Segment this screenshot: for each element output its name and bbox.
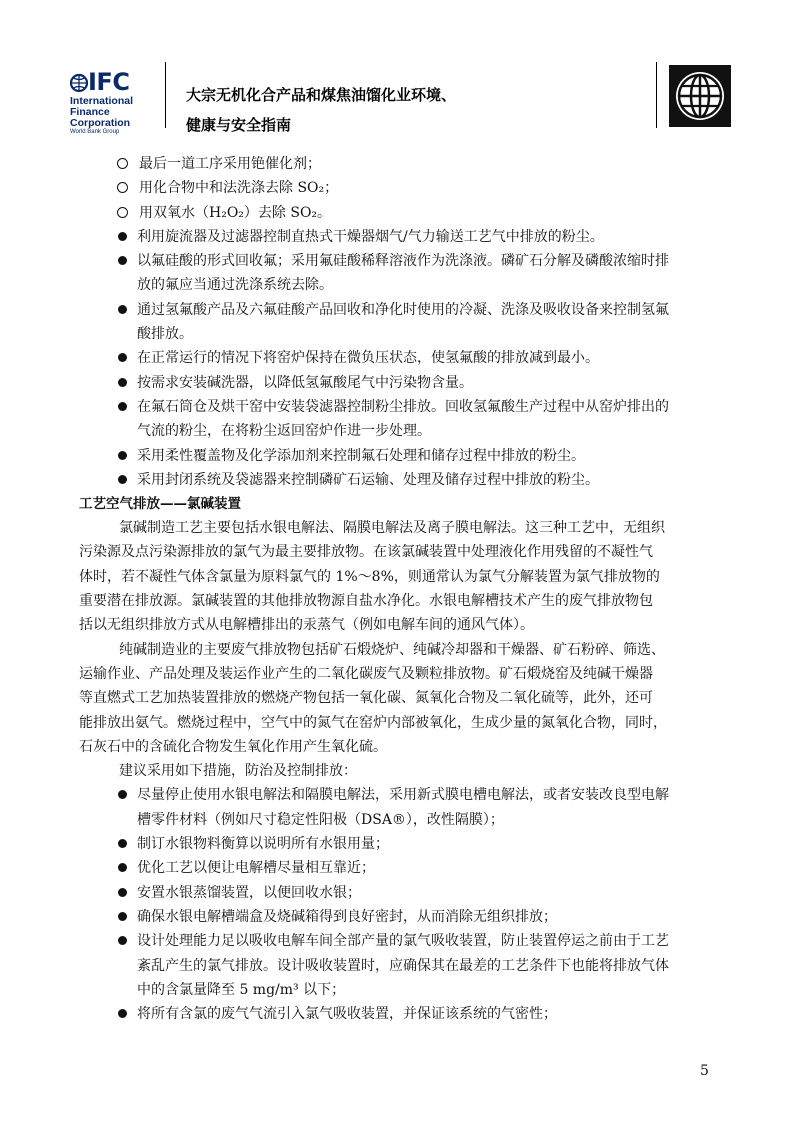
paragraph-line: 重要潜在排放源。氯碱装置的其他排放物源自盐水净化。水银电解槽技术产生的废气排放物包 — [79, 593, 653, 610]
page-number: 5 — [700, 1063, 709, 1079]
list-item — [79, 225, 719, 249]
bullet-icon — [118, 936, 127, 945]
bullet-icon — [118, 451, 127, 460]
bullet-icon — [118, 232, 127, 241]
paragraph-line: 等直燃式工艺加热装置排放的燃烧产物包括一氧化碳、氮氧化合物及二氧化硫等，此外，还可 — [79, 690, 653, 707]
list-item-text: 在正常运行的情况下将窑炉保持在微负压状态，使氢氟酸的排放减到最小。 — [137, 350, 599, 367]
bullet-icon — [118, 863, 127, 872]
list-item — [79, 298, 719, 347]
list-item-text: 槽零件材料（例如尺寸稳定性阳极（DSA®），改性隔膜）； — [137, 811, 504, 828]
paragraph — [79, 638, 719, 759]
hollow-bullet-icon — [117, 207, 128, 218]
logo-line: Finance — [70, 106, 110, 118]
list-item-text: 通过氢氟酸产品及六氟硅酸产品回收和净化时使用的冷凝、洗涤及吸收设备来控制氢氟 — [137, 301, 669, 318]
bullet-icon — [118, 305, 127, 314]
list-item — [79, 371, 719, 395]
list-item-text: 在氟石筒仓及烘干窑中安装袋滤器控制粉尘排放。回收氢氟酸生产过程中从窑炉排出的 — [137, 398, 669, 415]
list-item — [79, 1002, 719, 1026]
list-item-text: 设计处理能力足以吸收电解车间全部产量的氯气吸收装置，防止装置停运之前由于工艺 — [137, 933, 669, 950]
title-line-1: 大宗无机化合产品和煤焦油馏化业环境、 — [186, 86, 457, 104]
bullet-icon — [118, 256, 127, 265]
bullet-icon — [118, 353, 127, 362]
page-header — [0, 0, 793, 150]
bullet-list-fluoride — [79, 225, 719, 492]
list-item-text: 最后一道工序采用铯催化剂； — [139, 156, 321, 172]
sub-list — [79, 152, 719, 225]
bullet-list-chlor-alkali — [79, 783, 719, 1026]
list-item-text: 以氟硅酸的形式回收氟；采用氟硅酸稀释溶液作为洗涤液。磷矿石分解及磷酸浓缩时排 — [137, 253, 669, 270]
bullet-icon — [118, 790, 127, 799]
list-item-text: 采用封闭系统及袋滤器来控制磷矿石运输、处理及储存过程中排放的粉尘。 — [137, 471, 599, 488]
list-item — [79, 176, 719, 200]
list-item-text: 酸排放。 — [137, 326, 193, 343]
paragraph-line: 纯碱制造业的主要废气排放物包括矿石煅烧炉、纯碱冷却器和干燥器、矿石粉碎、筛选、 — [119, 641, 665, 658]
paragraph-line: 体时，若不凝性气体含氯量为原料氯气的 1%～8%，则通常认为氯气分解装置为氯气排放物的 — [79, 568, 660, 585]
title-line-2: 健康与安全指南 — [186, 116, 292, 134]
paragraphs — [79, 516, 719, 783]
list-item — [79, 201, 719, 225]
list-item-text: 放的氟应当通过洗涤系统去除。 — [137, 277, 333, 294]
list-item-text: 尽量停止使用水银电解法和隔膜电解法，采用新式膜电槽电解法，或者安装改良型电解 — [137, 787, 669, 804]
list-item — [79, 249, 719, 298]
list-item-text: 优化工艺以便让电解槽尽量相互靠近； — [137, 860, 375, 877]
list-item — [79, 856, 719, 880]
list-item-text: 制订水银物料衡算以说明所有水银用量； — [137, 836, 389, 853]
list-item — [79, 468, 719, 492]
logo-subtitle: World Bank Group — [70, 129, 120, 135]
paragraph-line: 石灰石中的含硫化合物发生氧化作用产生氧化硫。 — [79, 738, 387, 755]
list-item — [79, 905, 719, 929]
paragraph-line: 运输作业、产品处理及装运作业产生的二氧化碳废气及颗粒排放物。矿石煅烧窑及纯碱干燥器 — [79, 665, 653, 682]
list-item — [79, 783, 719, 832]
paragraph — [79, 759, 719, 783]
bullet-icon — [118, 475, 127, 484]
bullet-icon — [118, 912, 127, 921]
header-divider-right — [656, 62, 657, 128]
paragraph-line: 氯碱制造工艺主要包括水银电解法、隔膜电解法及离子膜电解法。这三种工艺中，无组织 — [119, 520, 665, 537]
list-item-text: 用化合物中和法洗涤去除 SO₂； — [139, 180, 339, 197]
paragraph-line: 括以无组织排放方式从电解槽排出的汞蒸气（例如电解车间的通风气体）。 — [79, 617, 534, 634]
bullet-icon — [118, 839, 127, 848]
list-item — [79, 832, 719, 856]
bullet-icon — [118, 888, 127, 897]
section-heading: 工艺空气排放——氯碱装置 — [79, 496, 241, 513]
hollow-bullet-icon — [117, 158, 128, 169]
paragraph-line: 建议采用如下措施，防治及控制排放： — [119, 763, 357, 780]
list-item — [79, 346, 719, 370]
page-body — [79, 152, 719, 1026]
hollow-bullet-icon — [117, 182, 128, 193]
list-item — [79, 929, 719, 1002]
ifc-globe-mark-icon — [70, 72, 88, 94]
bullet-icon — [118, 378, 127, 387]
logo-line: International — [70, 95, 134, 107]
list-item — [79, 881, 719, 905]
ifc-logo — [70, 68, 150, 134]
logo-line: Corporation — [70, 117, 131, 129]
list-item — [79, 395, 719, 444]
header-divider-left — [165, 62, 166, 128]
bullet-icon — [118, 1009, 127, 1018]
list-item-text: 紊乱产生的氯气排放。设计吸收装置时，应确保其在最差的工艺条件下也能将排放气体 — [137, 957, 669, 974]
list-item — [79, 152, 719, 176]
list-item-text: 利用旋流器及过滤器控制直热式干燥器烟气/气力输送工艺气中排放的粉尘。 — [137, 228, 604, 245]
paragraph-line: 污染源及点污染源排放的氯气为最主要排放物。在该氯碱装置中处理液化作用残留的不凝性气 — [79, 544, 653, 561]
list-item-text: 按需求安装碱洗器，以降低氢氟酸尾气中污染物含量。 — [137, 374, 473, 391]
list-item-text: 将所有含氯的废气气流引入氯气吸收装置，并保证该系统的气密性； — [137, 1006, 557, 1023]
list-item-text: 中的含氯量降至 5 mg/m³ 以下； — [137, 981, 346, 998]
list-item-text: 安置水银蒸馏装置，以便回收水银； — [137, 884, 361, 901]
paragraph — [79, 516, 719, 637]
list-item-text: 气流的粉尘，在将粉尘返回窑炉作进一步处理。 — [137, 423, 431, 440]
list-item-text: 用双氧水（H₂O₂）去除 SO₂。 — [139, 204, 332, 221]
paragraph-line: 能排放出氨气。燃烧过程中，空气中的氮气在窑炉内部被氧化，生成少量的氮氧化合物，同时， — [79, 714, 667, 731]
list-item-text: 确保水银电解槽端盒及烧碱箱得到良好密封，从而消除无组织排放； — [137, 908, 557, 925]
list-item-text: 采用柔性覆盖物及化学添加剂来控制氟石处理和储存过程中排放的粉尘。 — [137, 447, 585, 464]
bullet-icon — [118, 402, 127, 411]
document-title — [186, 80, 456, 140]
world-bank-globe-icon — [669, 65, 731, 127]
list-item — [79, 444, 719, 468]
logo-wordmark: IFC — [88, 68, 130, 96]
